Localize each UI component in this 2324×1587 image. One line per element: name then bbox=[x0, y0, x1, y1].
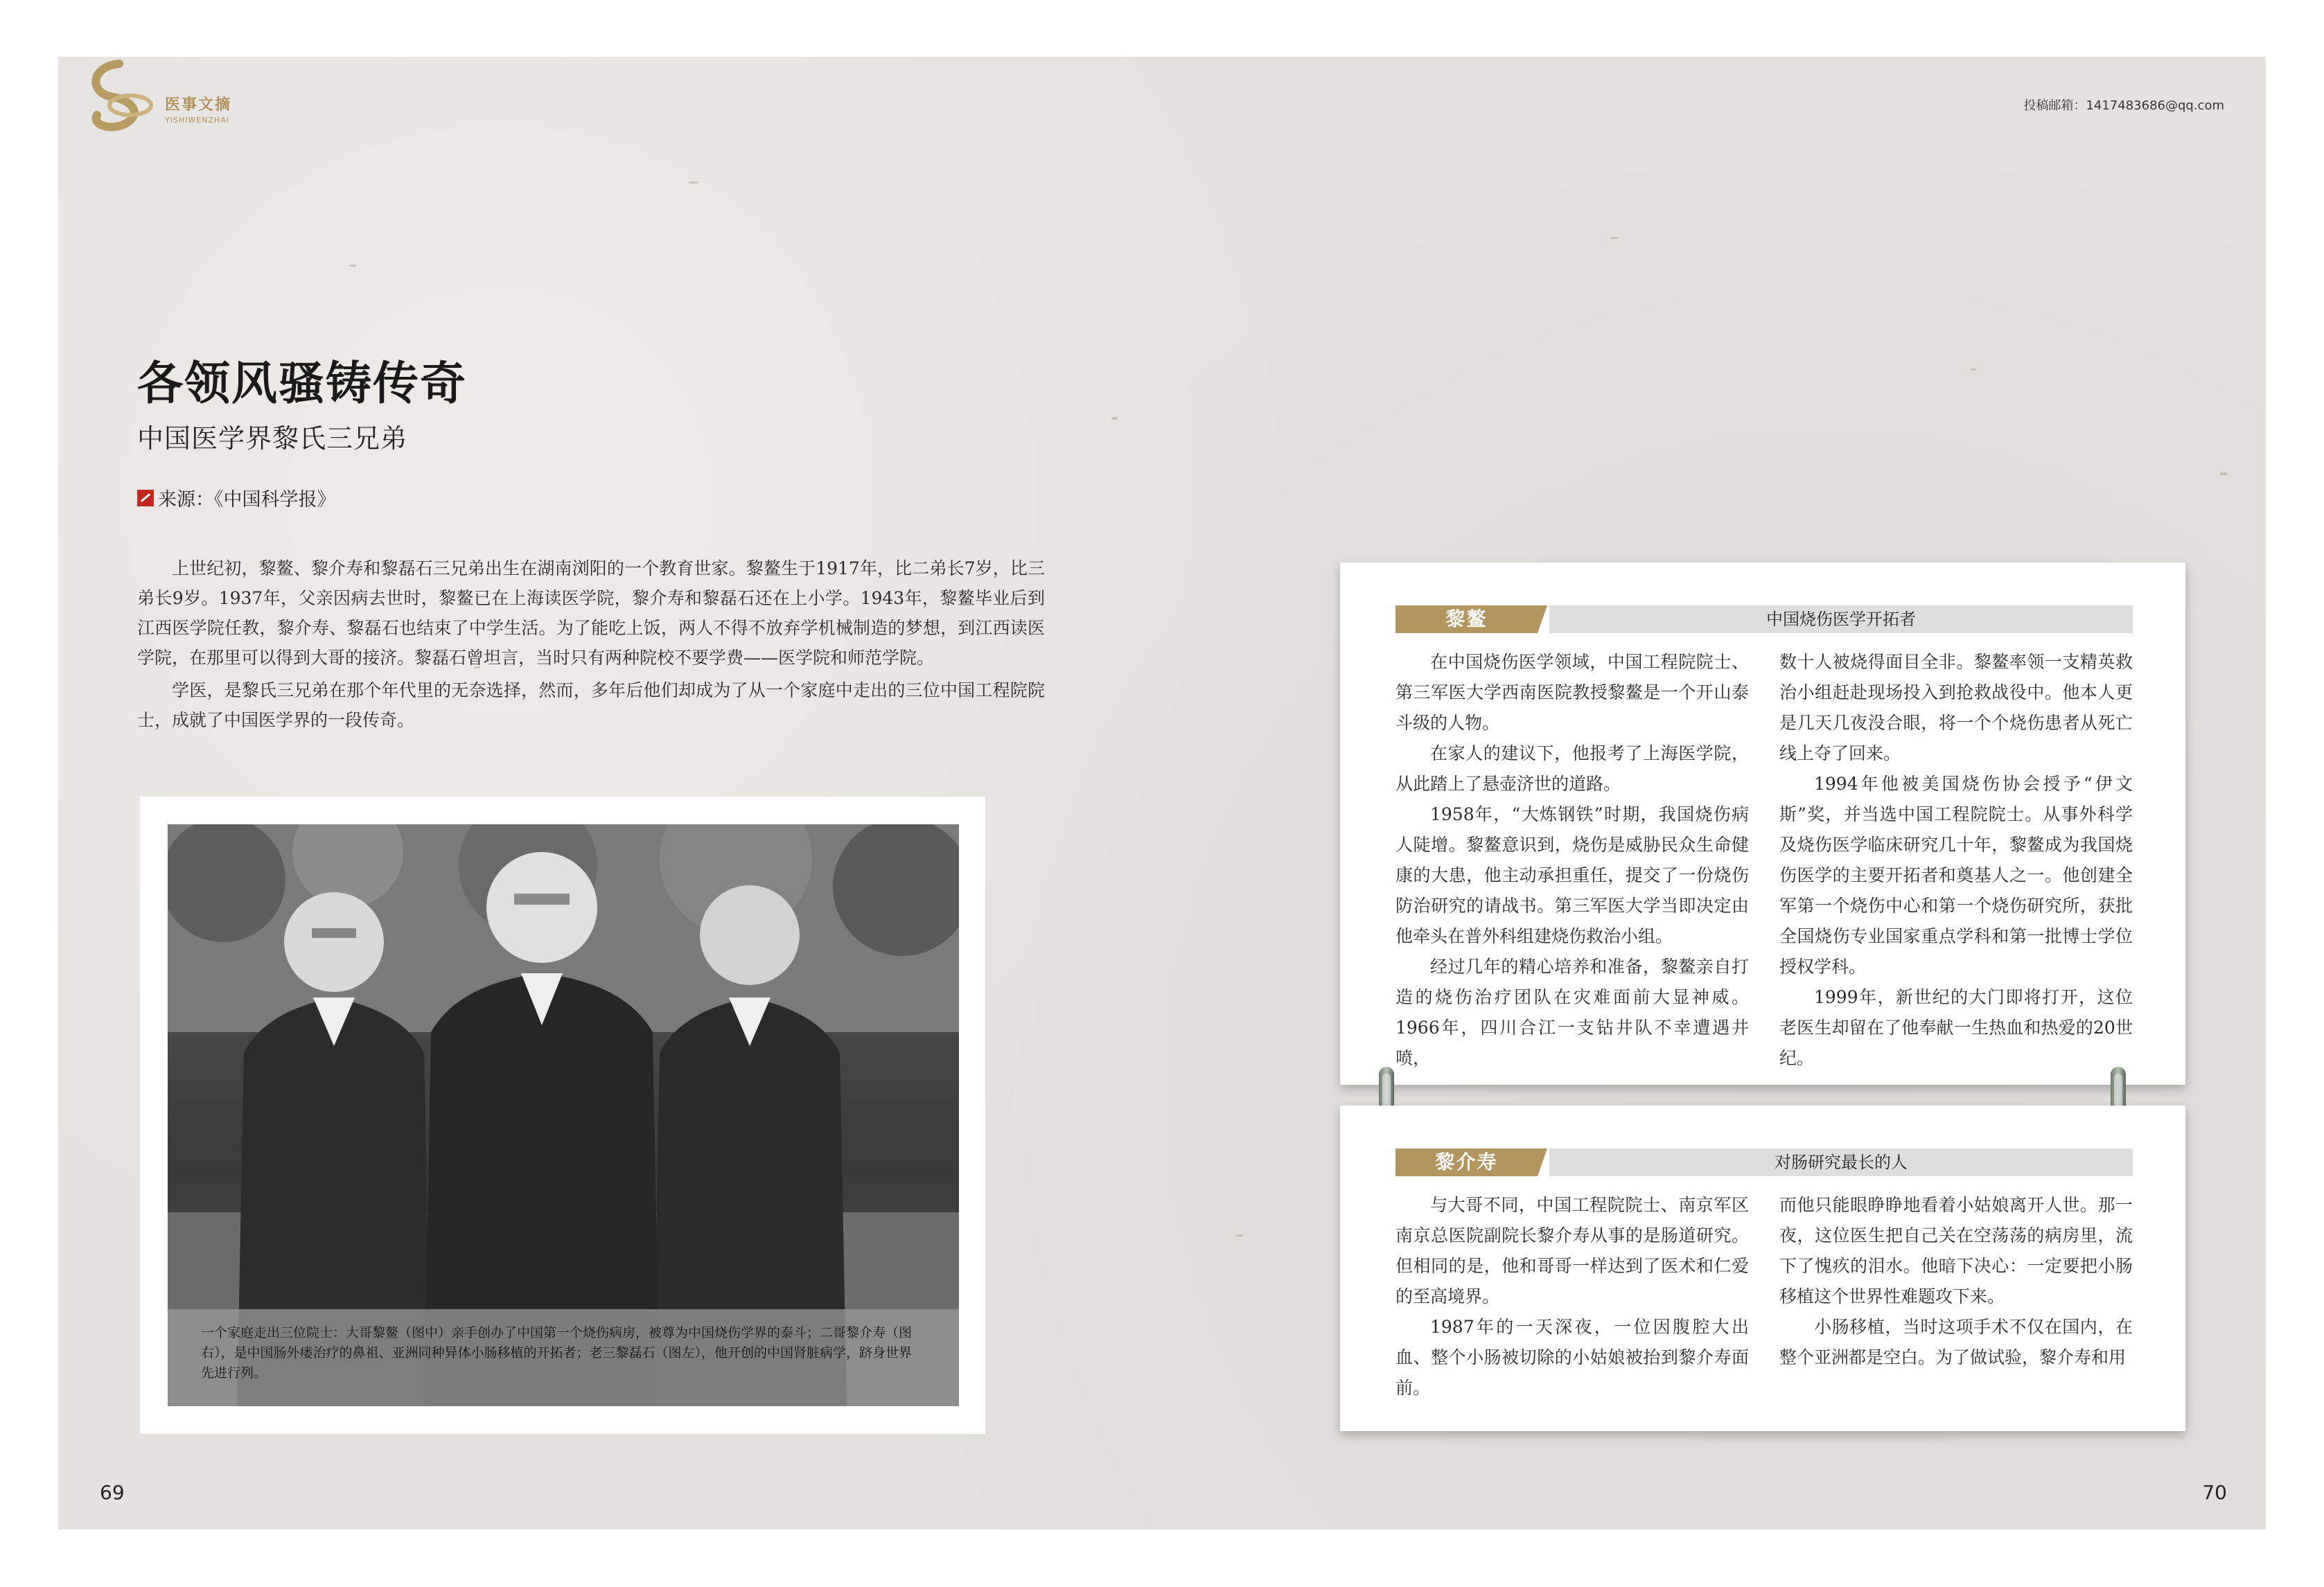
intro-paragraph: 上世纪初，黎鳌、黎介寿和黎磊石三兄弟出生在湖南浏阳的一个教育世家。黎鳌生于1917年，比二弟长7岁，比三弟长9岁。1937年，父亲因病去世时，黎鳌已在上海读医学院，黎介寿和黎磊石还在上小学。1943年，黎鳌毕业后到江西医学院任教，黎介寿、黎磊石也结束了中学生活。为了能吃上饭，两人不得不放弃学机械制造的梦想，到江西读医学院，在那里可以得到大哥的接济。黎磊石曾坦言，当时只有两种院校不要学费——医学院和师范学院。 bbox=[137, 558, 1045, 668]
card-column-2 bbox=[1779, 647, 2133, 1074]
pen-icon bbox=[137, 490, 154, 506]
card-heading: 对肠研究最长的人 bbox=[1549, 1149, 2133, 1176]
card-name-tab: 黎介寿 bbox=[1396, 1149, 1538, 1176]
paper-fiber bbox=[1610, 237, 1619, 239]
paper-fiber bbox=[1236, 1234, 1243, 1236]
profile-card-li-jieshou bbox=[1340, 1106, 2185, 1431]
page-number-left: 69 bbox=[100, 1481, 125, 1504]
logo-cn: 医事文摘 bbox=[165, 96, 232, 114]
magazine-spread bbox=[58, 57, 2266, 1530]
card-body bbox=[1396, 1190, 2133, 1403]
logo-en: YISHIWENZHAI bbox=[165, 116, 230, 125]
paper-fiber bbox=[689, 181, 698, 184]
photo-frame bbox=[140, 797, 985, 1434]
photo-illustration bbox=[168, 824, 959, 1406]
paper-fiber bbox=[1111, 417, 1118, 420]
paper-fiber bbox=[1971, 369, 1976, 371]
photo-caption: 一个家庭走出三位院士：大哥黎鳌（图中）亲手创办了中国第一个烧伤病房，被尊为中国烧伤学界的泰斗；二哥黎介寿（图右），是中国肠外瘘治疗的鼻祖、亚洲同种异体小肠移植的开拓者；老三黎磊石（图左），他开创的中国肾脏病学，跻身世界先进行列。 bbox=[201, 1325, 913, 1381]
page-number-right: 70 bbox=[2202, 1481, 2227, 1504]
card-header bbox=[1396, 605, 2133, 633]
article-source bbox=[137, 484, 336, 511]
paper-fiber bbox=[2220, 472, 2228, 475]
card-paragraph: 在中国烧伤医学领域，中国工程院院士、第三军医大学西南医院教授黎鳌是一个开山泰斗级的人物。 bbox=[1396, 652, 1749, 733]
magazine-logo bbox=[76, 57, 243, 133]
card-paragraph: 经过几年的精心培养和准备，黎鳌亲自打造的烧伤治疗团队在灾难面前大显神威。1966年，四川合江一支钻井队不幸遭遇井喷， bbox=[1396, 957, 1749, 1068]
card-paragraph: 1994年他被美国烧伤协会授予“伊文斯”奖，并当选中国工程院院士。从事外科学及烧伤医学临床研究几十年，黎鳌成为我国烧伤医学的主要开拓者和奠基人之一。他创建全军第一个烧伤中心和第一个烧伤研究所，获批全国烧伤专业国家重点学科和第一批博士学位授权学科。 bbox=[1779, 774, 2133, 977]
card-paragraph: 1999年，新世纪的大门即将打开，这位老医生却留在了他奉献一生热血和热爱的20世纪。 bbox=[1779, 987, 2133, 1068]
submission-email: 投稿邮箱：1417483686@qq.com bbox=[2023, 98, 2224, 113]
brothers-photo bbox=[168, 824, 959, 1406]
article-title: 各领风骚铸传奇 bbox=[137, 357, 467, 410]
logo-swirl-icon bbox=[76, 57, 166, 133]
profile-card-li-ao bbox=[1340, 562, 2185, 1085]
paper-fiber bbox=[349, 265, 356, 267]
article-subtitle: 中国医学界黎氏三兄弟 bbox=[137, 423, 408, 454]
card-name-slant bbox=[1538, 605, 1547, 633]
intro-paragraph: 学医，是黎氏三兄弟在那个年代里的无奈选择，然而，多年后他们却成为了从一个家庭中走出的三位中国工程院院士，成就了中国医学界的一段传奇。 bbox=[137, 680, 1045, 730]
card-column-1 bbox=[1396, 1190, 1749, 1403]
card-paragraph: 1958年，“大炼钢铁”时期，我国烧伤病人陡增。黎鳌意识到，烧伤是威胁民众生命健康的大患，他主动承担重任，提交了一份烧伤防治研究的请战书。第三军医大学当即决定由他牵头在普外科组建烧伤救治小组。 bbox=[1396, 804, 1749, 946]
card-column-2 bbox=[1779, 1190, 2133, 1403]
card-body bbox=[1396, 647, 2133, 1074]
card-paragraph: 而他只能眼睁睁地看着小姑娘离开人世。那一夜，这位医生把自己关在空荡荡的病房里，流下了愧疚的泪水。他暗下决心：一定要把小肠移植这个世界性难题攻下来。 bbox=[1779, 1195, 2133, 1306]
card-paragraph: 数十人被烧得面目全非。黎鳌率领一支精英救治小组赶赴现场投入到抢救战役中。他本人更是几天几夜没合眼，将一个个烧伤患者从死亡线上夺了回来。 bbox=[1779, 652, 2133, 763]
source-text: 来源：《中国科学报》 bbox=[158, 489, 336, 511]
card-name-slant bbox=[1538, 1149, 1547, 1176]
card-paragraph: 1987年的一天深夜，一位因腹腔大出血、整个小肠被切除的小姑娘被抬到黎介寿面前。 bbox=[1396, 1317, 1749, 1398]
intro-text bbox=[137, 553, 1045, 738]
card-paragraph: 小肠移植，当时这项手术不仅在国内，在整个亚洲都是空白。为了做试验，黎介寿和用 bbox=[1779, 1317, 2133, 1367]
logo-text bbox=[165, 93, 231, 125]
card-header bbox=[1396, 1149, 2133, 1176]
card-paragraph: 在家人的建议下，他报考了上海医学院，从此踏上了悬壶济世的道路。 bbox=[1396, 743, 1749, 794]
card-column-1 bbox=[1396, 647, 1749, 1074]
card-heading: 中国烧伤医学开拓者 bbox=[1549, 605, 2133, 633]
card-name-tab: 黎鳌 bbox=[1396, 605, 1538, 633]
card-paragraph: 与大哥不同，中国工程院院士、南京军区南京总医院副院长黎介寿从事的是肠道研究。但相同的是，他和哥哥一样达到了医术和仁爱的至高境界。 bbox=[1396, 1195, 1749, 1306]
